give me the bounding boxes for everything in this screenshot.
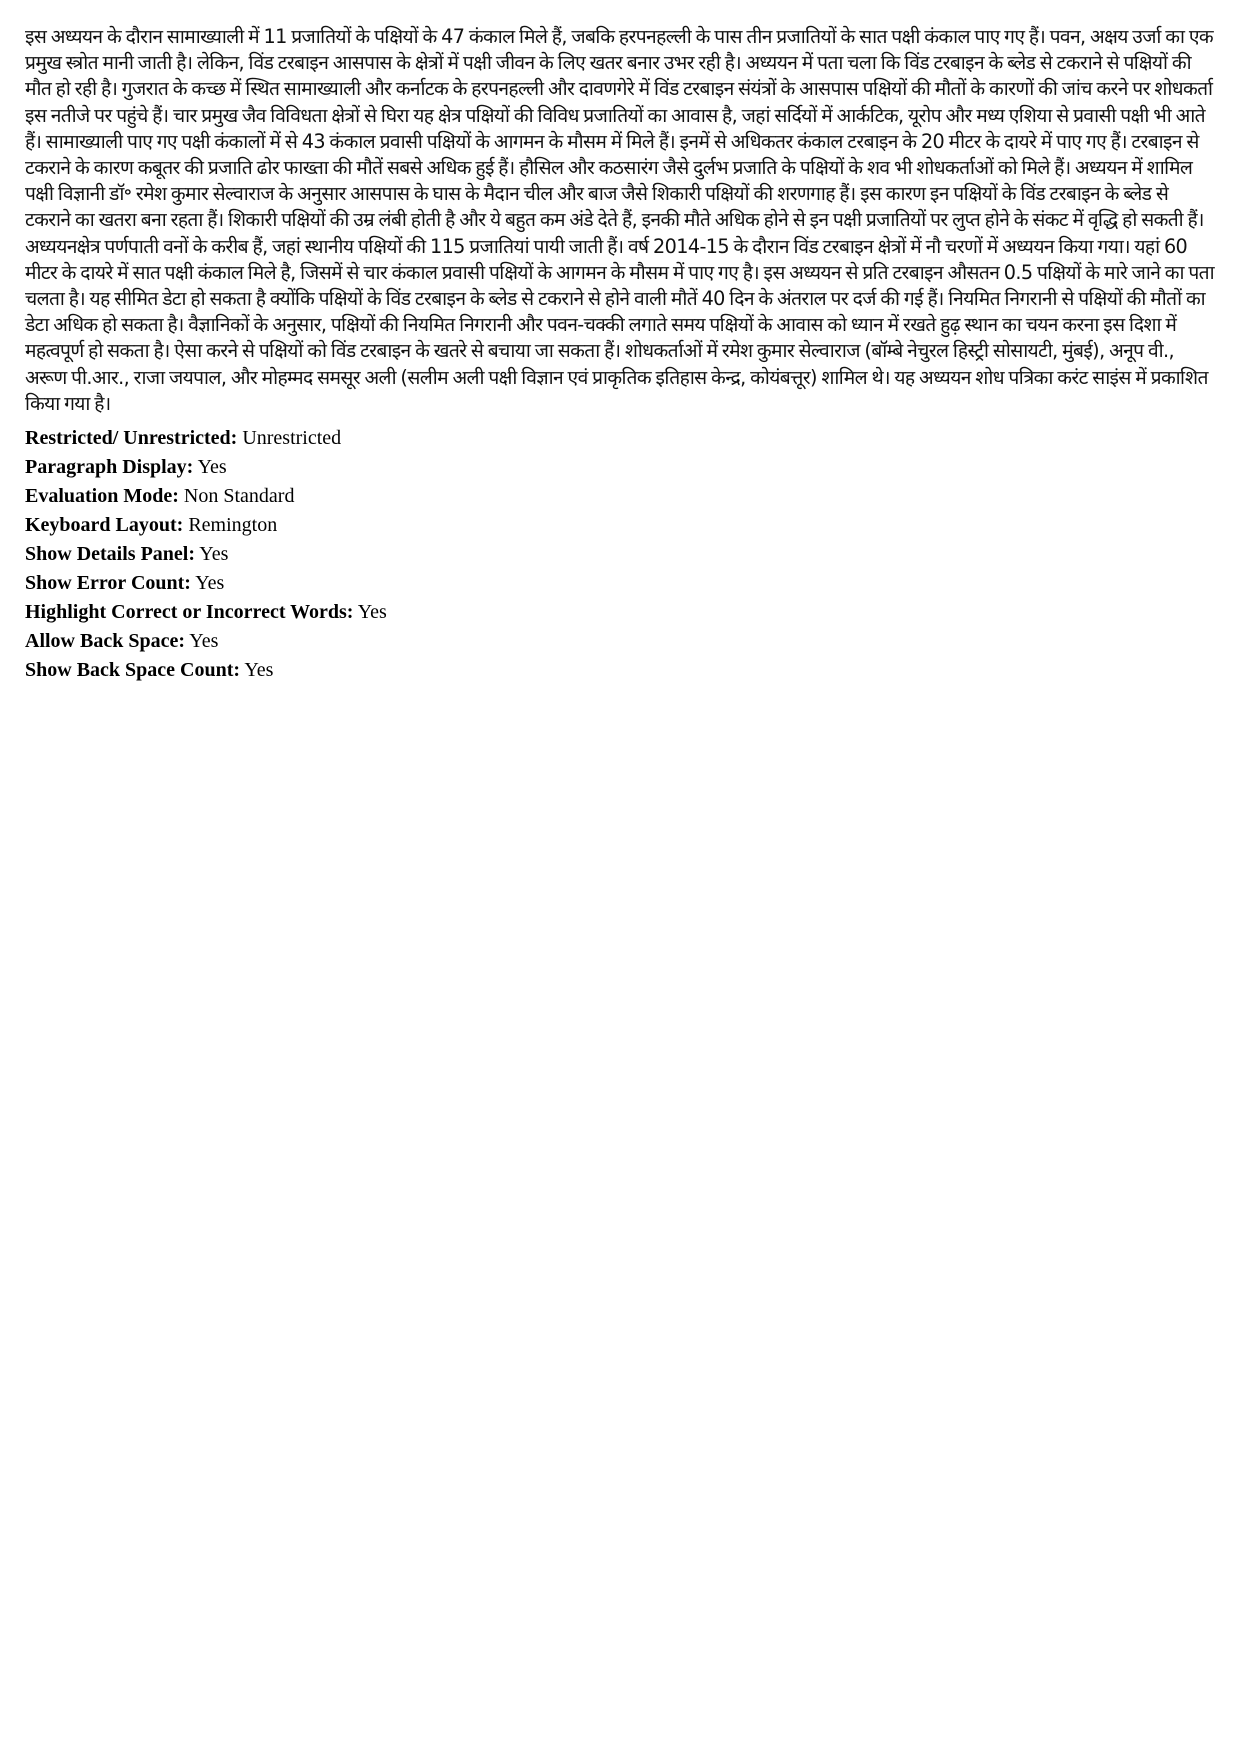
setting-value: Non Standard: [183, 485, 295, 508]
setting-restricted: [25, 424, 1217, 453]
setting-label: Show Error Count:: [25, 572, 191, 595]
hindi-passage: इस अध्ययन के दौरान सामाख्याली में 11 प्रजातियों के पक्षियों के 47 कंकाल मिले हैं, जबकि हरपनहल्ली के पास तीन प्रजातियों के सात पक्षी कंकाल पाए गए हैं। पवन, अक्षय उर्जा का एक प्रमुख स्त्रोत मानी जाती है। लेकिन, विंड टरबाइन आसपास के क्षेत्रों में पक्षी जीवन के लिए खतर बनार उभर रही है। अध्ययन में पता चला कि विंड टरबाइन के ब्लेड से टकराने से पक्षियों की मौत हो रही है। गुजरात के कच्छ में स्थित सामाख्याली और कर्नाटक के हरपनहल्ली और दावणगेरे में विंड टरबाइन संयंत्रों के आसपास पक्षियों की मौतों के कारणों की जांच करने पर शोधकर्ता इस नतीजे पर पहुंचे हैं। चार प्रमुख जैव विविधता क्षेत्रों से घिरा यह क्षेत्र पक्षियों की विविध प्रजातियों का आवास है, जहां सर्दियों में आर्कटिक, यूरोप और मध्य एशिया से प्रवासी पक्षी भी आते हैं। सामाख्याली पाए गए पक्षी कंकालों में से 43 कंकाल प्रवासी पक्षियों के आगमन के मौसम में मिले हैं। इनमें से अधिकतर कंकाल टरबाइन के 20 मीटर के दायरे में पाए गए हैं। टरबाइन से टकराने के कारण कबूतर की प्रजाति ढोर फाख्ता की मौतें सबसे अधिक हुई हैं। हौसिल और कठसारंग जैसे दुर्लभ प्रजाति के पक्षियों के शव भी शोधकर्ताओं को मिले हैं। अध्ययन में शामिल पक्षी विज्ञानी डॉ॰ रमेश कुमार सेल्वाराज के अनुसार आसपास के घास के मैदान चील और बाज जैसे शिकारी पक्षियों की शरणगाह हैं। इस कारण इन पक्षियों के विंड टरबाइन के ब्लेड से टकराने का खतरा बना रहता हैं। शिकारी पक्षियों की उम्र लंबी होती है और ये बहुत कम अंडे देते हैं, इनकी मौते अधिक होने से इन पक्षी प्रजातियों पर लुप्त होने के संकट में वृद्धि हो सकती हैं। अध्ययनक्षेत्र पर्णपाती वनों के करीब हैं, जहां स्थानीय पक्षियों की 115 प्रजातियां पायी जाती हैं। वर्ष 2014-15 के दौरान विंड टरबाइन क्षेत्रों में नौ चरणों में अध्ययन किया गया। यहां 60 मीटर के दायरे में सात पक्षी कंकाल मिले है, जिसमें से चार कंकाल प्रवासी पक्षियों के आगमन के मौसम में पाए गए है। इस अध्ययन से प्रति टरबाइन औसतन 0.5 पक्षियों के मारे जाने का पता चलता है। यह सीमित डेटा हो सकता है क्योंकि पक्षियों के विंड टरबाइन के ब्लेड से टकराने से होने वाली मौतें 40 दिन के अंतराल पर दर्ज की गई हैं। नियमित निगरानी से पक्षियों की मौतों का डेटा अधिक हो सकता है। वैज्ञानिकों के अनुसार, पक्षियों की नियमित निगरानी और पवन-चक्की लगाते समय पक्षियों के आवास को ध्यान में रखते हुढ़ स्थान का चयन करना इस दिशा में महत्वपूर्ण हो सकता है। ऐसा करने से पक्षियों को विंड टरबाइन के खतरे से बचाया जा सकता हैं। शोधकर्ताओं में रमेश कुमार सेल्वाराज (बॉम्बे नेचुरल हिस्ट्री सोसायटी, मुंबई), अनूप वी., अरूण पी.आर., राजा जयपाल, और मोहम्मद समसूर अली (सलीम अली पक्षी विज्ञान एवं प्राकृतिक इतिहास केन्द्र, कोयंबत्तूर) शामिल थे। यह अध्ययन शोध पत्रिका करंट साइंस में प्रकाशित किया गया है।: [25, 25, 1214, 415]
setting-keyboard-layout: [25, 511, 1217, 540]
setting-label: Highlight Correct or Incorrect Words:: [25, 601, 354, 624]
setting-paragraph-display: [25, 453, 1217, 482]
setting-show-back-space-count: [25, 656, 1217, 685]
setting-label: Show Details Panel:: [25, 543, 195, 566]
setting-show-error-count: [25, 569, 1217, 598]
setting-value: Yes: [199, 543, 229, 566]
settings-list: [25, 424, 1217, 685]
setting-label: Evaluation Mode:: [25, 485, 179, 508]
setting-value: Yes: [197, 456, 227, 479]
setting-value: Yes: [244, 659, 274, 682]
setting-evaluation-mode: [25, 482, 1217, 511]
setting-value: Yes: [189, 630, 219, 653]
setting-label: Show Back Space Count:: [25, 659, 241, 682]
setting-allow-back-space: [25, 627, 1217, 656]
setting-label: Allow Back Space:: [25, 630, 185, 653]
setting-highlight-words: [25, 598, 1217, 627]
setting-value: Remington: [188, 514, 278, 537]
setting-value: Unrestricted: [242, 427, 342, 450]
setting-value: Yes: [195, 572, 225, 595]
setting-value: Yes: [357, 601, 387, 624]
setting-show-details-panel: [25, 540, 1217, 569]
setting-label: Keyboard Layout:: [25, 514, 184, 537]
setting-label: Paragraph Display:: [25, 456, 194, 479]
document-page: [25, 24, 1217, 685]
setting-label: Restricted/ Unrestricted:: [25, 427, 238, 450]
